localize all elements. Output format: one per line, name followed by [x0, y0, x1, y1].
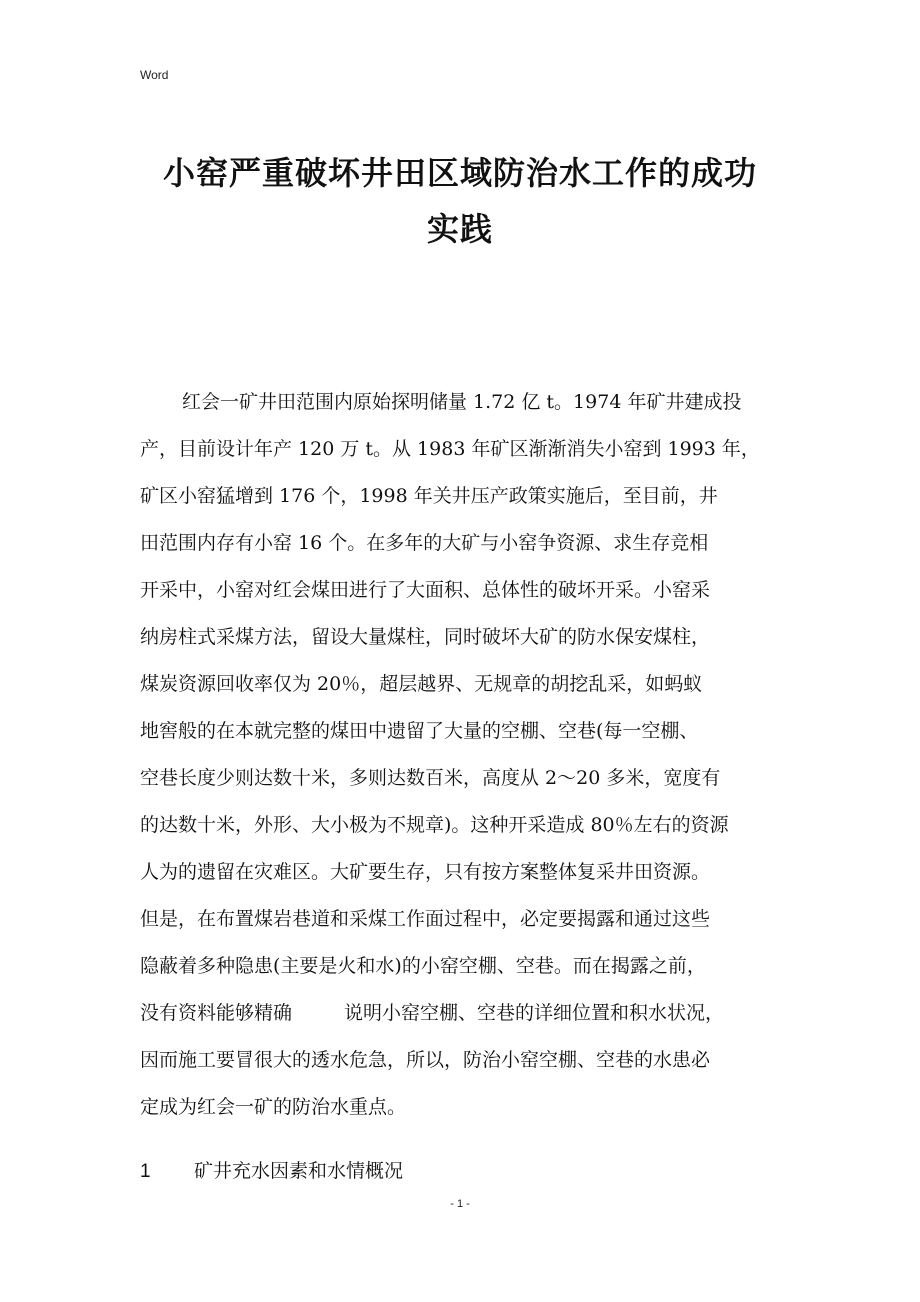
paragraph-line: 地窖般的在本就完整的煤田中遗留了大量的空棚、空巷(每一空棚、	[140, 720, 699, 742]
paragraph-line: 人为的遗留在灾难区。大矿要生存，只有按方案整体复采井田资源。	[140, 861, 711, 883]
paragraph-line: 产，目前设计年产 120 万 t。从 1983 年矿区渐渐消失小窑到 1993 年，	[140, 438, 760, 460]
paragraph-line: 的达数十米，外形、大小极为不规章)。这种开采造成 80％左右的资源	[140, 814, 729, 836]
section-heading	[140, 1159, 403, 1184]
paragraph-line: 田范围内存有小窑 16 个。在多年的大矿与小窑争资源、求生存竞相	[140, 532, 709, 554]
paragraph-line-split	[140, 1001, 790, 1025]
paragraph-line: 但是，在布置煤岩巷道和采煤工作面过程中，必定要揭露和通过这些	[140, 908, 711, 930]
section-number: 1	[140, 1161, 151, 1182]
page-number: - 1 -	[450, 1198, 470, 1210]
header-label: Word	[140, 68, 169, 82]
paragraph-line: 纳房柱式采煤方法，留设大量煤柱，同时破坏大矿的防水保安煤柱，	[140, 626, 711, 648]
paragraph-line: 红会一矿井田范围内原始探明储量 1.72 亿 t。1974 年矿井建成投	[182, 391, 742, 413]
paragraph-line-right: 说明小窑空棚、空巷的详细位置和积水状况，	[344, 1002, 725, 1024]
document-title-line-2: 实践	[426, 210, 493, 248]
paragraph-line: 定成为红会一矿的防治水重点。	[140, 1096, 407, 1118]
paragraph-line: 矿区小窑猛增到 176 个，1998 年关井压产政策实施后，至目前，井	[140, 485, 718, 507]
paragraph-line: 隐蔽着多种隐患(主要是火和水)的小窑空棚、空巷。而在揭露之前，	[140, 955, 706, 977]
paragraph-line-left: 没有资料能够精确	[140, 1002, 293, 1024]
paragraph-line: 因而施工要冒很大的透水危急，所以，防治小窑空棚、空巷的水患必	[140, 1049, 711, 1071]
section-title: 矿井充水因素和水情概况	[194, 1160, 404, 1182]
document-title-line-1: 小窑严重破坏井田区域防治水工作的成功	[162, 154, 757, 192]
paragraph-line: 开采中，小窑对红会煤田进行了大面积、总体性的破坏开采。小窑采	[140, 579, 711, 601]
paragraph-line: 煤炭资源回收率仅为 20％，超层越界、无规章的胡挖乱采，如蚂蚁	[140, 673, 703, 695]
paragraph-line: 空巷长度少则达数十米，多则达数百米，高度从 2～20 多米，宽度有	[140, 767, 721, 789]
